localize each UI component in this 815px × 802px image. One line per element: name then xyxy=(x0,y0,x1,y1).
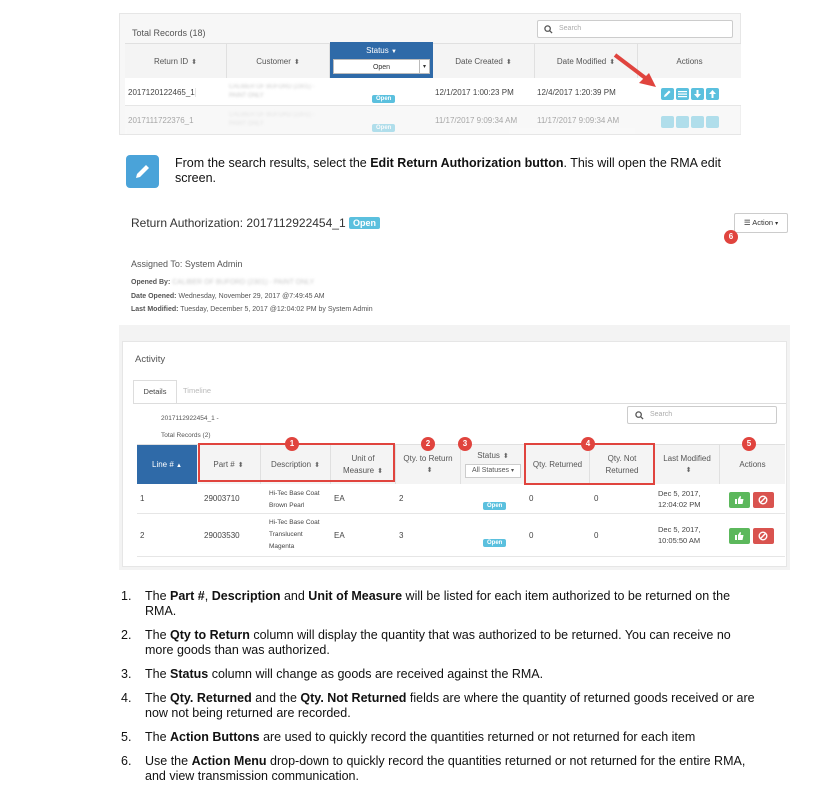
record-returned-button[interactable] xyxy=(729,492,750,508)
notes-list xyxy=(121,589,755,793)
qty-to-return-cell: 3 xyxy=(399,531,404,540)
callout-4: 4 xyxy=(581,437,595,451)
status-badge: Open xyxy=(372,116,395,134)
status-filter-select[interactable]: Open ▾ xyxy=(333,59,430,74)
tab-divider xyxy=(133,403,786,404)
list-button[interactable] xyxy=(676,88,689,100)
qty-to-return-cell: 2 xyxy=(399,494,404,503)
upload-button[interactable] xyxy=(706,116,719,128)
part-cell: 29003710 xyxy=(204,494,240,503)
callout-2: 2 xyxy=(421,437,435,451)
record-not-returned-button[interactable] xyxy=(753,492,774,508)
search-placeholder: Search xyxy=(650,411,673,418)
tab-details[interactable]: Details xyxy=(133,380,177,404)
caret-down-icon: ▾ xyxy=(775,221,779,227)
arrow-down-icon xyxy=(693,90,702,98)
pencil-icon xyxy=(663,90,672,98)
edit-instruction-icon xyxy=(126,155,159,188)
list-button[interactable] xyxy=(676,116,689,128)
note-item: 1. The Part #, Description and Unit of Measure will be listed for each item authorized to be returned on the RMA. xyxy=(121,589,731,618)
uom-cell: EA xyxy=(334,531,345,540)
thumbs-up-icon xyxy=(735,496,744,504)
upload-button[interactable] xyxy=(706,88,719,100)
thumbs-up-icon xyxy=(735,532,744,540)
record-not-returned-button[interactable] xyxy=(753,528,774,544)
callout-1: 1 xyxy=(285,437,299,451)
uom-cell: EA xyxy=(334,494,345,503)
total-records-label: Total Records (18) xyxy=(132,28,206,38)
col-last-modified[interactable]: Last Modified ⬍ xyxy=(655,445,720,484)
col-return-id[interactable]: Return ID ⬍ xyxy=(125,44,227,79)
edit-button[interactable] xyxy=(661,116,674,128)
col-unit-of-measure[interactable]: Unit of Measure ⬍ xyxy=(331,445,396,484)
row-action-buttons xyxy=(659,113,719,131)
col-qty-returned[interactable]: Qty. Returned xyxy=(526,445,590,484)
return-id-cell: 2017120122465_1 xyxy=(128,88,195,97)
arrow-up-icon xyxy=(708,90,717,98)
chevron-down-icon: ▾ xyxy=(419,60,429,73)
total-records-label: Total Records (2) xyxy=(161,432,211,439)
search-placeholder: Search xyxy=(559,25,582,32)
note-item: 6. Use the Action Menu drop-down to quickly record the quantities returned or not returned for the entire RMA, and view transmission communication. xyxy=(121,754,746,783)
instruction-text: From the search results, select the Edit Return Authorization button. This will open the RMA edit screen. xyxy=(175,156,721,185)
download-button[interactable] xyxy=(691,88,704,100)
col-part[interactable]: Part # ⬍ xyxy=(197,445,261,484)
customer-cell: CALIBER OF BUFORD (2301) - PAINT ONLY xyxy=(229,112,315,127)
note-item: 3. The Status column will change as goods are received against the RMA. xyxy=(121,667,544,681)
line-cell: 1 xyxy=(140,494,145,503)
pencil-icon xyxy=(134,163,151,180)
activity-search-input[interactable] xyxy=(627,406,777,424)
note-item: 5. The Action Buttons are used to quickly record the quantities returned or not returned for each item xyxy=(121,730,696,744)
search-input[interactable] xyxy=(537,20,733,38)
callout-5: 5 xyxy=(742,437,756,451)
date-created-cell: 11/17/2017 9:09:34 AM xyxy=(435,116,518,125)
note-item: 2. The Qty to Return column will display the quantity that was authorized to be returned. You can receive no more goods than was authorized. xyxy=(121,628,731,657)
tab-timeline[interactable]: Timeline xyxy=(183,386,212,395)
activity-title: Activity xyxy=(135,354,166,365)
callout-3: 3 xyxy=(458,437,472,451)
opened-by-row: Opened By: CALIBER OF BUFORD (2301) - PAINT ONLY xyxy=(131,279,315,286)
download-button[interactable] xyxy=(691,116,704,128)
last-modified-row: Last Modified: Tuesday, December 5, 2017 @12:04:02 PM by System Admin xyxy=(131,306,373,313)
last-modified-cell: Dec 5, 2017, 10:05:50 AM xyxy=(658,525,701,545)
rma-status-badge: Open xyxy=(349,217,380,229)
col-status[interactable]: Status ▼ Open ▾ xyxy=(330,42,433,79)
action-menu-button[interactable]: ☰ Action ▾ xyxy=(734,213,788,233)
row-actions xyxy=(729,527,774,545)
note-item: 4. The Qty. Returned and the Qty. Not Returned fields are where the quantity of returned goods received or are now not being returned are recorded. xyxy=(121,691,755,720)
date-modified-cell: 11/17/2017 9:09:34 AM xyxy=(537,116,620,125)
search-icon xyxy=(635,411,644,420)
line-cell: 2 xyxy=(140,531,145,540)
ban-icon xyxy=(758,495,768,505)
col-customer[interactable]: Customer ⬍ xyxy=(227,44,330,79)
row-action-buttons xyxy=(659,85,719,103)
record-returned-button[interactable] xyxy=(729,528,750,544)
caret-down-icon: ▾ xyxy=(510,468,514,474)
col-actions: Actions xyxy=(720,445,785,484)
status-badge: Open xyxy=(483,494,506,512)
search-icon xyxy=(544,25,553,34)
return-id-cell: 2017111722376_1 xyxy=(128,116,194,125)
col-qty-not-returned[interactable]: Qty. Not Returned xyxy=(590,445,655,484)
table-row[interactable] xyxy=(125,106,741,134)
last-modified-cell: Dec 5, 2017, 12:04:02 PM xyxy=(658,489,701,509)
col-description[interactable]: Description ⬍ xyxy=(261,445,331,484)
ban-icon xyxy=(758,531,768,541)
col-qty-to-return[interactable]: Qty. to Return ⬍ xyxy=(396,445,461,484)
description-cell: Hi-Tec Base Coat Translucent Magenta xyxy=(269,519,320,550)
col-actions: Actions xyxy=(638,44,741,79)
col-line[interactable]: Line # ▲ xyxy=(137,445,197,484)
date-modified-cell: 12/4/2017 1:20:39 PM xyxy=(537,88,616,97)
table-row[interactable] xyxy=(137,514,785,557)
col-status[interactable]: Status ⬍ All Statuses ▾ xyxy=(461,445,526,484)
red-arrow-annotation xyxy=(612,52,660,90)
customer-cell: CALIBER OF BUFORD (2301) - PAINT ONLY xyxy=(229,84,315,99)
status-filter-select[interactable]: All Statuses ▾ xyxy=(465,464,521,478)
status-badge: Open xyxy=(372,87,395,105)
date-opened-row: Date Opened: Wednesday, November 29, 2017 @7:49:45 AM xyxy=(131,293,325,300)
col-date-created[interactable]: Date Created ⬍ xyxy=(433,44,535,79)
record-id-label: 2017112922454_1 - xyxy=(161,415,219,422)
qty-returned-cell: 0 xyxy=(529,494,534,503)
assigned-to: Assigned To: System Admin xyxy=(131,259,243,269)
col-date-modified[interactable]: Date Modified ⬍ xyxy=(535,44,638,79)
status-badge: Open xyxy=(483,531,506,549)
rma-title: Return Authorization: 2017112922454_1 xyxy=(131,216,346,230)
part-cell: 29003530 xyxy=(204,531,240,540)
description-cell: Hi-Tec Base Coat Brown Pearl xyxy=(269,490,320,509)
callout-6: 6 xyxy=(724,230,738,244)
edit-return-authorization-button[interactable] xyxy=(661,88,674,100)
qty-not-returned-cell: 0 xyxy=(594,531,599,540)
menu-icon: ☰ xyxy=(743,218,751,227)
list-icon xyxy=(678,90,687,98)
qty-returned-cell: 0 xyxy=(529,531,534,540)
date-created-cell: 12/1/2017 1:00:23 PM xyxy=(435,88,514,97)
row-actions xyxy=(729,491,774,509)
qty-not-returned-cell: 0 xyxy=(594,494,599,503)
table-row[interactable] xyxy=(137,484,785,514)
